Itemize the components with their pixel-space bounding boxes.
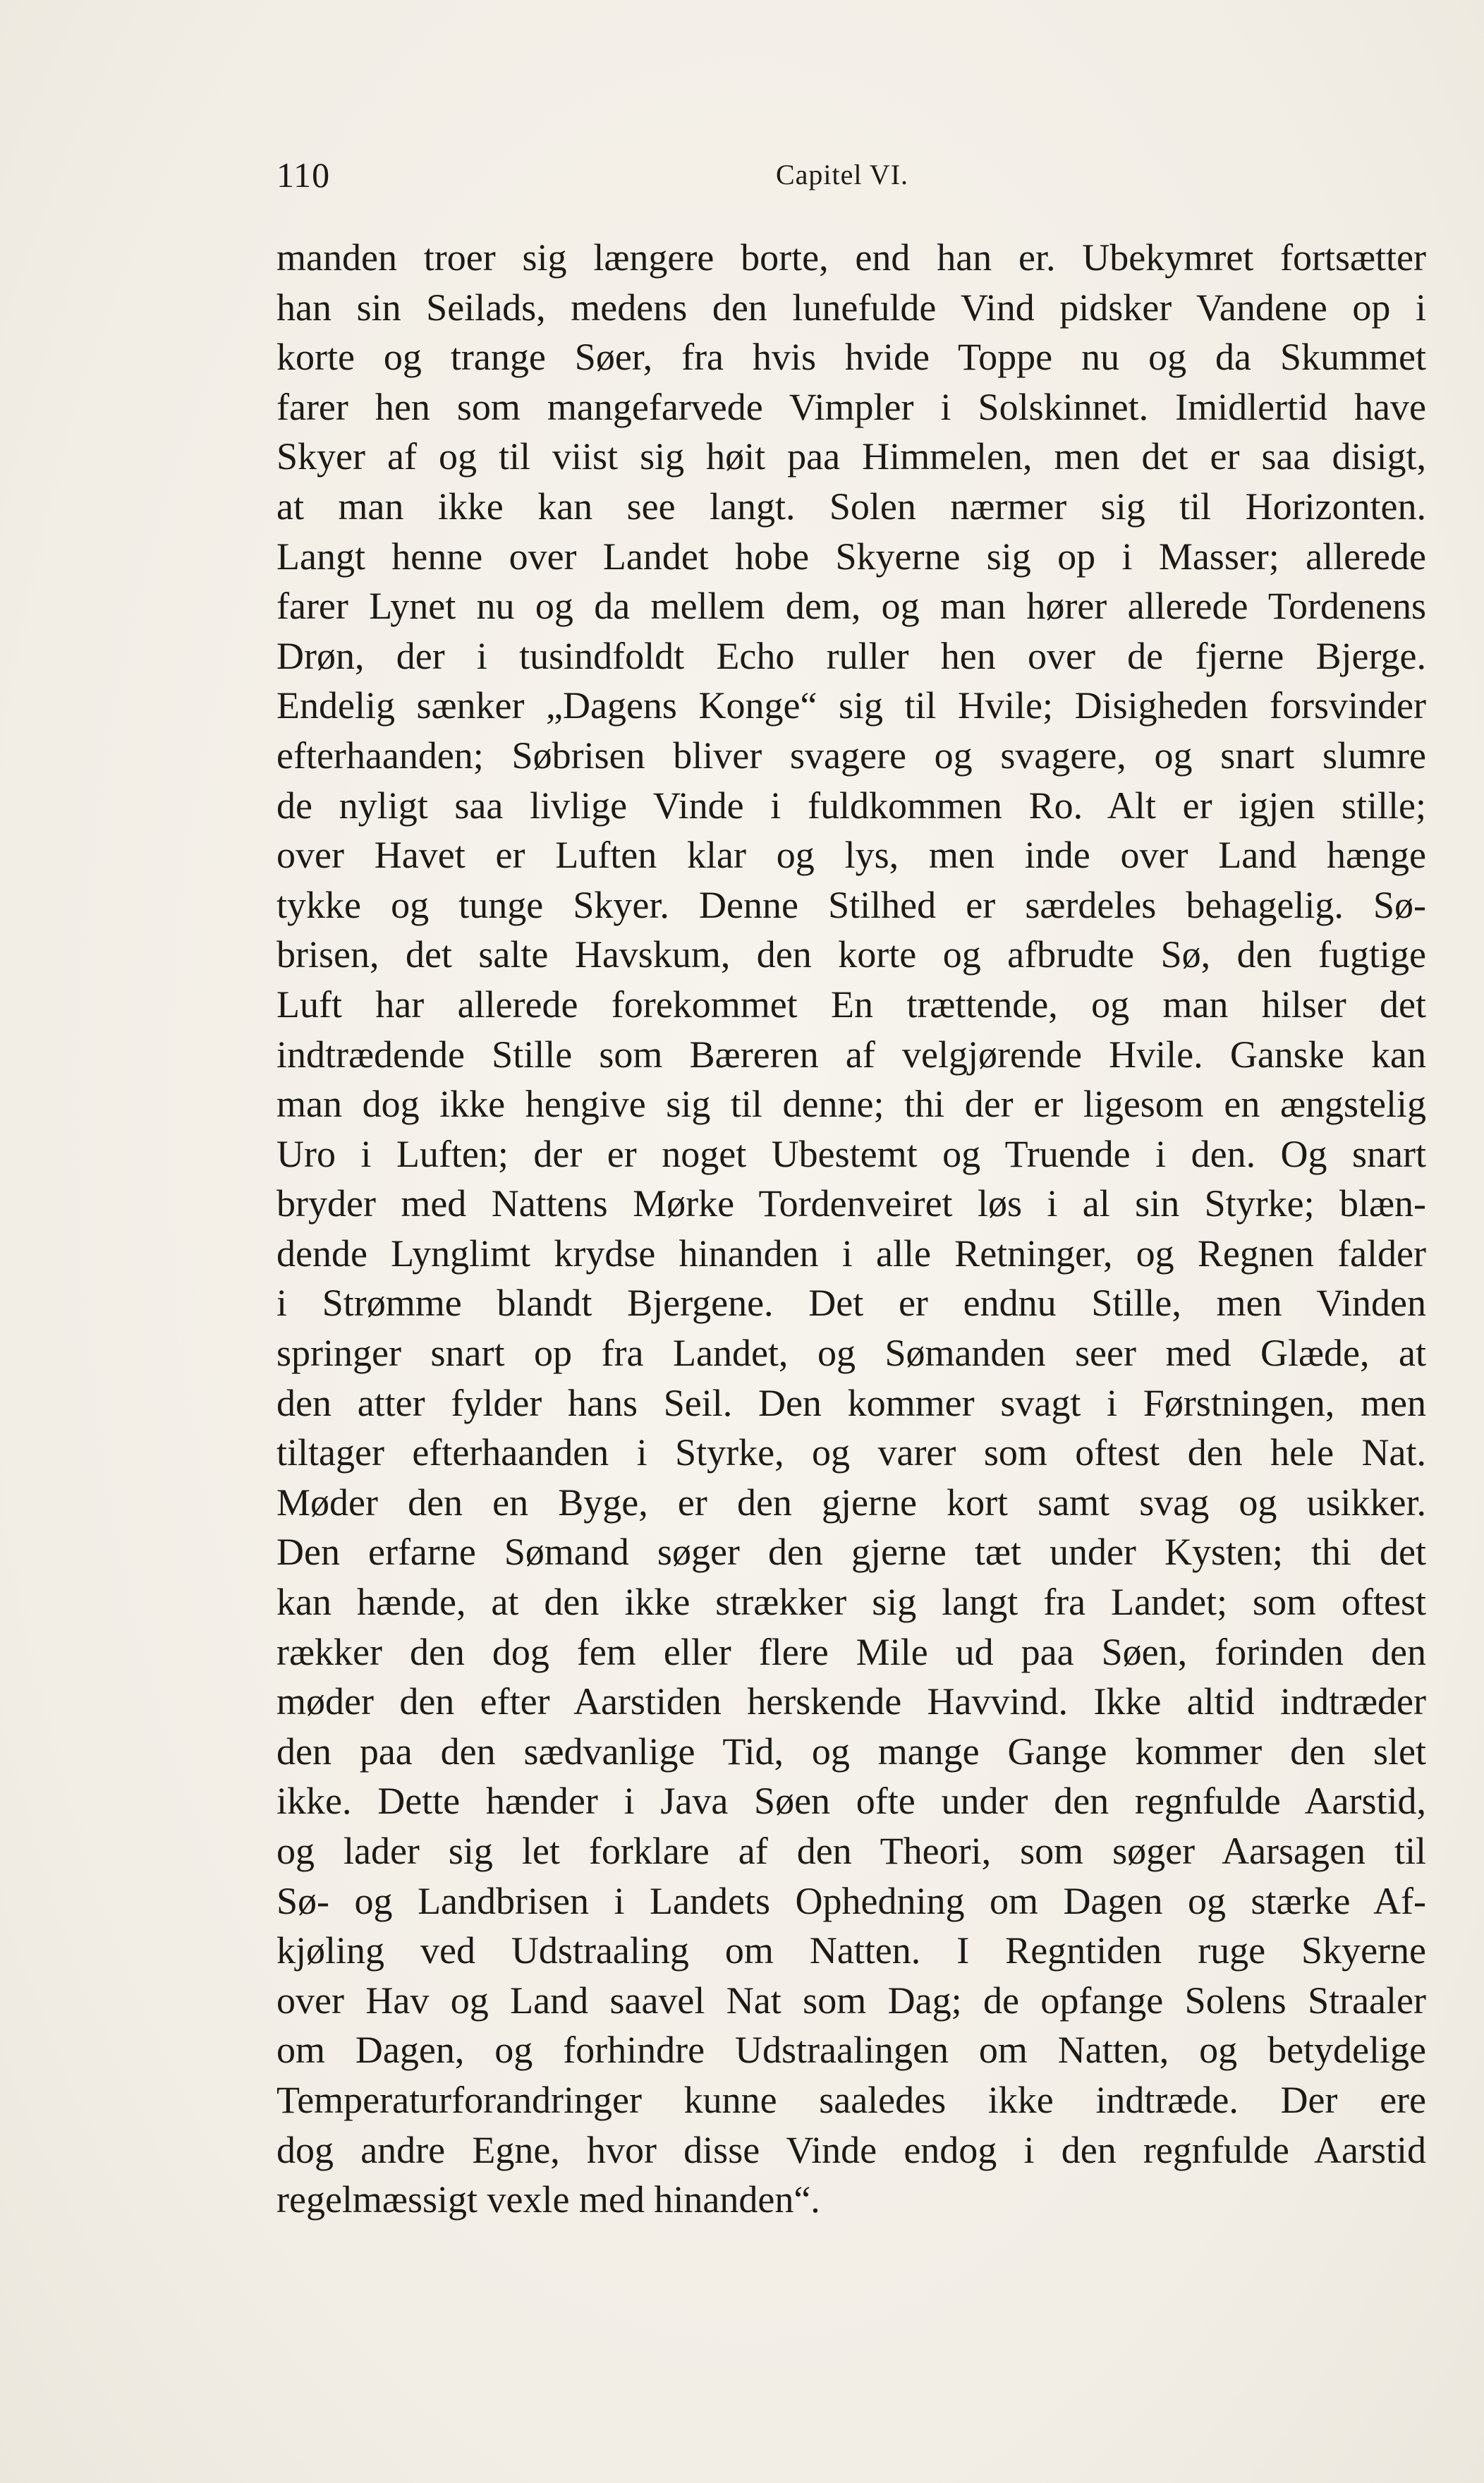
text-line: tykke og tunge Skyer. Denne Stilhed er særdeles behagelig. Sø- <box>276 883 1426 926</box>
text-line: dog andre Egne, hvor disse Vinde endog i den regnfulde Aarstid <box>276 2128 1426 2171</box>
text-line: Luft har allerede forekommet En trættende, og man hilser det <box>276 983 1426 1026</box>
text-line: Skyer af og til viist sig høit paa Himmelen, men det er saa disigt, <box>276 435 1426 478</box>
text-line: Drøn, der i tusindfoldt Echo ruller hen over de fjerne Bjerge. <box>276 634 1426 677</box>
text-line: Endelig sænker „Dagens Konge“ sig til Hvile; Disigheden forsvinder <box>276 684 1426 727</box>
text-line: tiltager efterhaanden i Styrke, og varer som oftest den hele Nat. <box>276 1431 1426 1474</box>
text-line: dende Lynglimt krydse hinanden i alle Retninger, og Regnen falder <box>276 1232 1426 1275</box>
text-line: Uro i Luften; der er noget Ubestemt og Truende i den. Og snart <box>276 1132 1426 1175</box>
text-line: Den erfarne Sømand søger den gjerne tæt under Kysten; thi det <box>276 1531 1426 1574</box>
body-text <box>276 233 1426 2225</box>
running-head: Capitel VI. <box>776 159 909 190</box>
text-line: efterhaanden; Søbrisen bliver svagere og svagere, og snart slumre <box>276 734 1426 777</box>
text-line: han sin Seilads, medens den lunefulde Vind pidsker Vandene op i <box>276 286 1426 329</box>
text-line: man dog ikke hengive sig til denne; thi der er ligesom en ængstelig <box>276 1083 1426 1126</box>
text-line: kjøling ved Udstraaling om Natten. I Regntiden ruge Skyerne <box>276 1929 1426 1972</box>
text-line: Møder den en Byge, er den gjerne kort samt svag og usikker. <box>276 1481 1426 1524</box>
text-line: den paa den sædvanlige Tid, og mange Gange kommer den slet <box>276 1730 1426 1773</box>
text-line: kan hænde, at den ikke strækker sig langt fra Landet; som oftest <box>276 1581 1426 1624</box>
text-line: Langt henne over Landet hobe Skyerne sig op i Masser; allerede <box>276 535 1426 578</box>
text-line: den atter fylder hans Seil. Den kommer svagt i Førstningen, men <box>276 1381 1426 1424</box>
text-line: farer hen som mangefarvede Vimpler i Solskinnet. Imidlertid have <box>276 385 1426 428</box>
text-line: manden troer sig længere borte, end han er. Ubekymret fortsætter <box>276 236 1426 279</box>
text-line: over Havet er Luften klar og lys, men inde over Land hænge <box>276 834 1426 877</box>
text-line: bryder med Nattens Mørke Tordenveiret løs i al sin Styrke; blæn- <box>276 1182 1426 1225</box>
page-header <box>276 150 1419 200</box>
text-line: springer snart op fra Landet, og Sømanden seer med Glæde, at <box>276 1332 1426 1375</box>
text-line: korte og trange Søer, fra hvis hvide Toppe nu og da Skummet <box>276 336 1426 379</box>
text-line: farer Lynet nu og da mellem dem, og man hører allerede Tordenens <box>276 585 1426 628</box>
text-line: Temperaturforandringer kunne saaledes ikke indtræde. Der ere <box>276 2078 1426 2121</box>
text-line: og lader sig let forklare af den Theori, som søger Aarsagen til <box>276 1830 1426 1872</box>
text-line: at man ikke kan see langt. Solen nærmer sig til Horizonten. <box>276 485 1426 528</box>
text-line: Sø- og Landbrisen i Landets Ophedning om Dagen og stærke Af- <box>276 1879 1426 1922</box>
text-line: ikke. Dette hænder i Java Søen ofte under den regnfulde Aarstid, <box>276 1780 1426 1823</box>
text-line: i Strømme blandt Bjergene. Det er endnu Stille, men Vinden <box>276 1282 1426 1325</box>
text-line: om Dagen, og forhindre Udstraalingen om Natten, og betydelige <box>276 2029 1426 2072</box>
text-line: brisen, det salte Havskum, den korte og afbrudte Sø, den fugtige <box>276 933 1426 976</box>
text-line: regelmæssigt vexle med hinanden“. <box>276 2178 820 2221</box>
page-number: 110 <box>276 155 331 195</box>
text-line: indtrædende Stille som Bæreren af velgjørende Hvile. Ganske kan <box>276 1033 1426 1076</box>
text-line: de nyligt saa livlige Vinde i fuldkommen Ro. Alt er igjen stille; <box>276 784 1426 827</box>
text-line: over Hav og Land saavel Nat som Dag; de opfange Solens Straaler <box>276 1979 1426 2022</box>
text-line: rækker den dog fem eller flere Mile ud paa Søen, forinden den <box>276 1630 1426 1673</box>
text-line: møder den efter Aarstiden herskende Havvind. Ikke altid indtræder <box>276 1680 1426 1723</box>
